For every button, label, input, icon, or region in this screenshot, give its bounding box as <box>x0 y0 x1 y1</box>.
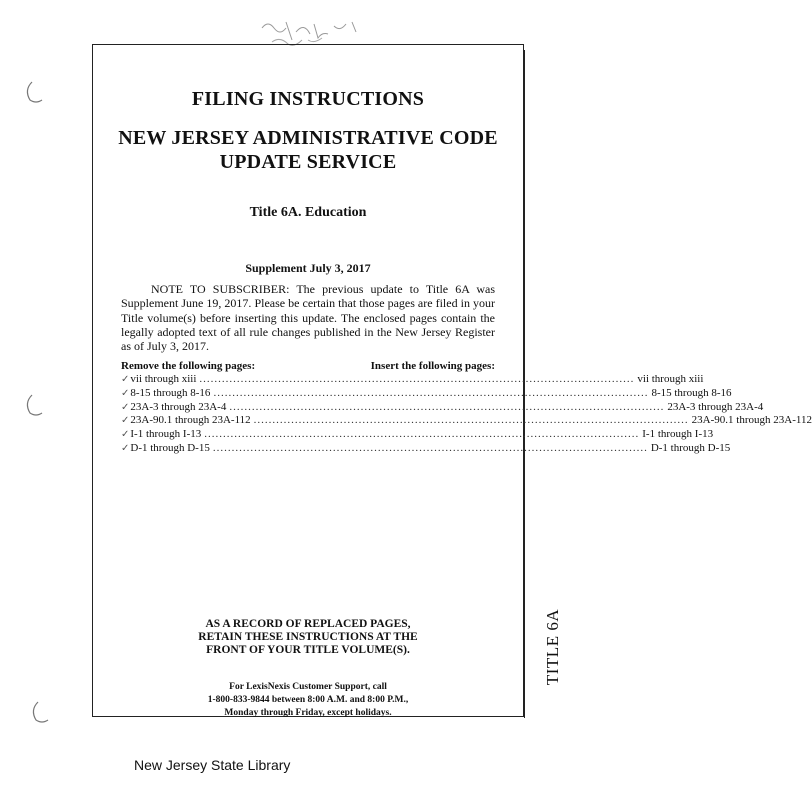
pages-list-header <box>121 360 495 372</box>
heading-filing-instructions: FILING INSTRUCTIONS <box>191 88 425 110</box>
remove-pages: I-1 through I-13 <box>130 428 202 441</box>
pages-list <box>121 373 812 456</box>
list-item <box>121 400 764 415</box>
list-item <box>121 428 714 442</box>
title-tab-label: TITLE 6A <box>543 608 563 686</box>
record-line-3: FRONT OF YOUR TITLE VOLUME(S). <box>206 644 410 656</box>
title-tab <box>541 607 565 687</box>
check-mark-icon: ✓ <box>121 442 130 454</box>
title-name: Title 6A. Education <box>249 205 367 220</box>
record-notice <box>92 618 524 657</box>
heading-code-name: NEW JERSEY ADMINISTRATIVE CODE <box>118 127 498 149</box>
list-item <box>121 441 731 456</box>
remove-pages: 23A-90.1 through 23A-112 <box>130 414 251 427</box>
remove-pages: vii through xiii <box>130 373 197 385</box>
check-mark-icon: ✓ <box>121 401 130 413</box>
support-line-1: For LexisNexis Customer Support, call <box>229 682 387 692</box>
insert-pages: D-1 through D-15 <box>650 441 731 454</box>
remove-pages: D-1 through D-15 <box>130 441 210 454</box>
insert-pages: 23A-3 through 23A-4 <box>667 400 764 413</box>
customer-support <box>92 681 524 720</box>
supplement-date: Supplement July 3, 2017 <box>245 261 371 275</box>
punch-hole-mark <box>22 393 44 419</box>
support-line-3: Monday through Friday, except holidays. <box>224 708 392 718</box>
insert-pages: 23A-90.1 through 23A-112 <box>691 414 812 427</box>
list-item <box>121 414 812 428</box>
check-mark-icon: ✓ <box>121 415 130 427</box>
list-item <box>121 386 732 401</box>
dot-leader: .................................................................................................................... <box>213 386 649 399</box>
punch-hole-mark <box>28 700 50 726</box>
remove-pages: 8-15 through 8-16 <box>130 386 211 399</box>
dot-leader: .................................................................................................................... <box>212 441 648 454</box>
library-stamp: New Jersey State Library <box>134 757 291 773</box>
remove-header: Remove the following pages: <box>121 360 256 372</box>
record-line-2: RETAIN THESE INSTRUCTIONS AT THE <box>198 631 418 643</box>
heading-update-service: UPDATE SERVICE <box>219 151 397 173</box>
check-mark-icon: ✓ <box>121 429 130 441</box>
punch-hole-mark <box>22 80 44 106</box>
insert-pages: 8-15 through 8-16 <box>651 386 732 399</box>
insert-header: Insert the following pages: <box>370 360 495 372</box>
support-line-2: 1-800-833-9844 between 8:00 A.M. and 8:00 P.M., <box>207 695 409 705</box>
insert-pages: vii through xiii <box>637 373 704 385</box>
record-line-1: AS A RECORD OF REPLACED PAGES, <box>205 618 411 630</box>
note-to-subscriber: NOTE TO SUBSCRIBER: The previous update to Title 6A was Supplement June 19, 2017. Please be certain that those pages are filed in your Title volume(s) before inserting this update. The enclosed pages contain the legally adopted text of all rule changes published in the New Jersey Register as of July 3, 2017. <box>121 282 495 354</box>
list-item <box>121 373 704 387</box>
dot-leader: .................................................................................................................... <box>204 428 640 441</box>
dot-leader: .................................................................................................................... <box>229 400 665 413</box>
dot-leader: .................................................................................................................... <box>253 414 689 427</box>
check-mark-icon: ✓ <box>121 374 130 385</box>
remove-pages: 23A-3 through 23A-4 <box>130 400 227 413</box>
check-mark-icon: ✓ <box>121 387 130 399</box>
dot-leader: .................................................................................................................... <box>199 373 635 385</box>
insert-pages: I-1 through I-13 <box>642 428 714 441</box>
